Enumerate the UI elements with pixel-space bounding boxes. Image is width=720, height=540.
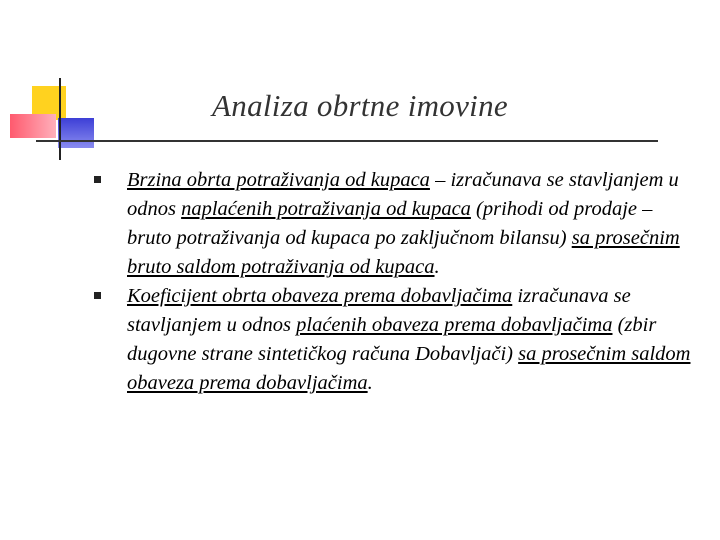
text-segment: izračunava se stavljanjem u odnos — [127, 285, 631, 336]
slide-title: Analiza obrtne imovine — [212, 88, 508, 123]
bullet-text — [127, 285, 690, 394]
text-segment: sa prosečnim saldom obaveza prema dobavljačima — [127, 343, 691, 394]
text-segment: naplaćenih potraživanja od kupaca — [181, 198, 471, 220]
title-divider — [36, 140, 658, 142]
text-segment: sa prosečnim bruto saldom potraživanja od kupaca — [127, 227, 680, 278]
slide-logo-decoration — [0, 0, 100, 170]
square-bullet-icon — [94, 176, 101, 183]
text-segment: – izračunava se stavljanjem u odnos — [127, 169, 679, 220]
text-segment: (prihodi od prodaje – bruto potraživanja od kupaca po zaključnom bilansu) — [127, 198, 653, 249]
slide-body — [94, 166, 694, 398]
bullet-text — [127, 169, 680, 278]
text-segment: Brzina obrta potraživanja od kupaca — [127, 169, 430, 191]
text-segment: . — [367, 372, 373, 394]
text-segment: plaćenih obaveza prema dobavljačima — [296, 314, 613, 336]
bullet-item — [94, 166, 694, 282]
text-segment: (zbir dugovne strane sintetičkog računa Dobavljači) — [127, 314, 657, 365]
text-segment: Koeficijent obrta obaveza prema dobavljačima — [127, 285, 513, 307]
text-segment: . — [434, 256, 440, 278]
square-bullet-icon — [94, 292, 101, 299]
bullet-item — [94, 282, 694, 398]
